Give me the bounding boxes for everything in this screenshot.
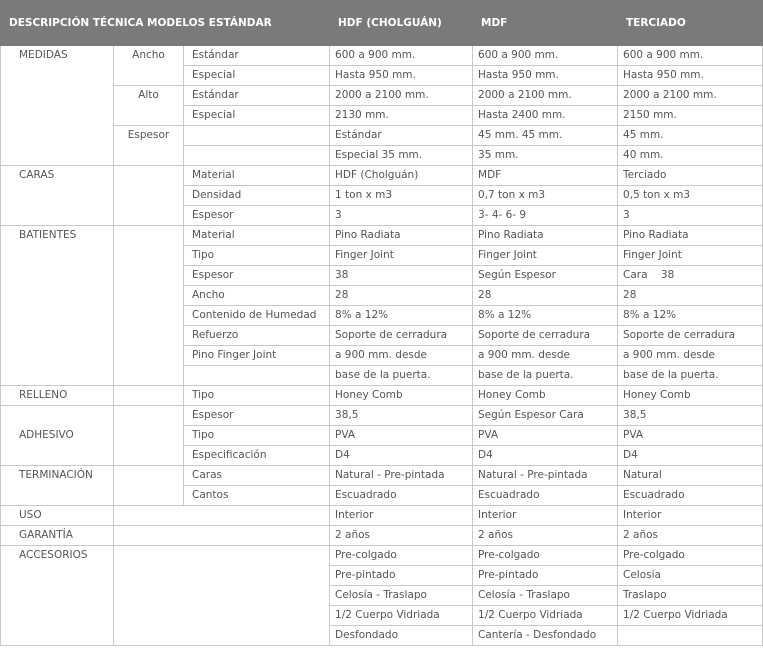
value-mdf: Cantería - Desfondado — [473, 626, 618, 646]
property-cell: Contenido de Humedad — [184, 306, 330, 326]
property-cell: Tipo — [184, 426, 330, 446]
empty-subcategory — [114, 466, 184, 506]
value-hdf: Desfondado — [330, 626, 473, 646]
value-terciado: 45 mm. — [618, 126, 763, 146]
value-terciado: 1/2 Cuerpo Vidriada — [618, 606, 763, 626]
value-terciado: Honey Comb — [618, 386, 763, 406]
header-title: DESCRIPCIÓN TÉCNICA MODELOS ESTÁNDAR — [1, 1, 330, 46]
value-terciado: 2000 a 2100 mm. — [618, 86, 763, 106]
value-mdf: Interior — [473, 506, 618, 526]
value-terciado: Cara 38 — [618, 266, 763, 286]
value-terciado: 8% a 12% — [618, 306, 763, 326]
value-hdf: base de la puerta. — [330, 366, 473, 386]
value-mdf: Según Espesor Cara — [473, 406, 618, 426]
header-col-hdf: HDF (CHOLGUÁN) — [330, 1, 473, 46]
value-terciado: D4 — [618, 446, 763, 466]
value-terciado: Escuadrado — [618, 486, 763, 506]
value-mdf: 35 mm. — [473, 146, 618, 166]
property-cell: Espesor — [184, 266, 330, 286]
table-row — [1, 546, 763, 566]
value-terciado: Natural — [618, 466, 763, 486]
value-hdf: Pre-colgado — [330, 546, 473, 566]
value-terciado: 28 — [618, 286, 763, 306]
value-mdf: Según Espesor — [473, 266, 618, 286]
property-cell: Estándar — [184, 46, 330, 66]
property-cell: Espesor — [184, 406, 330, 426]
value-terciado: Finger Joint — [618, 246, 763, 266]
empty-subcategory — [114, 406, 184, 466]
value-hdf: 28 — [330, 286, 473, 306]
empty-subcategory — [114, 386, 184, 406]
category-adhesivo: ADHESIVO — [1, 406, 114, 466]
value-hdf: D4 — [330, 446, 473, 466]
category-batientes: BATIENTES — [1, 226, 114, 386]
property-cell: Especial — [184, 66, 330, 86]
value-hdf: Honey Comb — [330, 386, 473, 406]
value-hdf: Celosía - Traslapo — [330, 586, 473, 606]
value-hdf: HDF (Cholguán) — [330, 166, 473, 186]
value-terciado: Traslapo — [618, 586, 763, 606]
empty-cell — [114, 506, 330, 526]
value-hdf: Natural - Pre-pintada — [330, 466, 473, 486]
property-cell: Densidad — [184, 186, 330, 206]
value-terciado: 40 mm. — [618, 146, 763, 166]
value-hdf: 600 a 900 mm. — [330, 46, 473, 66]
value-mdf: Natural - Pre-pintada — [473, 466, 618, 486]
property-cell: Espesor — [184, 206, 330, 226]
value-terciado: Interior — [618, 506, 763, 526]
property-cell — [184, 126, 330, 146]
header-col-terciado: TERCIADO — [618, 1, 763, 46]
value-mdf: base de la puerta. — [473, 366, 618, 386]
value-terciado: a 900 mm. desde — [618, 346, 763, 366]
property-cell: Especificación — [184, 446, 330, 466]
category-relleno: RELLENO — [1, 386, 114, 406]
property-cell: Caras — [184, 466, 330, 486]
subcategory-ancho: Ancho — [114, 46, 184, 86]
empty-cell — [114, 526, 330, 546]
value-terciado: Soporte de cerradura — [618, 326, 763, 346]
property-cell — [184, 366, 330, 386]
value-hdf: 38,5 — [330, 406, 473, 426]
value-terciado: PVA — [618, 426, 763, 446]
value-hdf: PVA — [330, 426, 473, 446]
property-cell: Especial — [184, 106, 330, 126]
property-cell — [184, 146, 330, 166]
value-terciado: 2150 mm. — [618, 106, 763, 126]
table-row — [1, 126, 763, 146]
value-hdf: Soporte de cerradura — [330, 326, 473, 346]
property-cell: Ancho — [184, 286, 330, 306]
property-cell: Cantos — [184, 486, 330, 506]
value-terciado: Terciado — [618, 166, 763, 186]
value-mdf: 45 mm. 45 mm. — [473, 126, 618, 146]
value-mdf: 28 — [473, 286, 618, 306]
value-terciado: Pino Radiata — [618, 226, 763, 246]
property-cell: Material — [184, 226, 330, 246]
table-header-row — [1, 1, 763, 46]
value-mdf: MDF — [473, 166, 618, 186]
category-garantia: GARANTÍA — [1, 526, 114, 546]
value-hdf: Estándar — [330, 126, 473, 146]
value-hdf: 2130 mm. — [330, 106, 473, 126]
value-hdf: a 900 mm. desde — [330, 346, 473, 366]
value-hdf: Pino Radiata — [330, 226, 473, 246]
value-mdf: 8% a 12% — [473, 306, 618, 326]
value-mdf: Pre-pintado — [473, 566, 618, 586]
value-mdf: PVA — [473, 426, 618, 446]
value-hdf: Especial 35 mm. — [330, 146, 473, 166]
value-hdf: Interior — [330, 506, 473, 526]
value-hdf: 1/2 Cuerpo Vidriada — [330, 606, 473, 626]
value-terciado: 2 años — [618, 526, 763, 546]
value-hdf: Pre-pintado — [330, 566, 473, 586]
value-mdf: a 900 mm. desde — [473, 346, 618, 366]
table-row — [1, 386, 763, 406]
value-mdf: Pino Radiata — [473, 226, 618, 246]
value-terciado: base de la puerta. — [618, 366, 763, 386]
table-row — [1, 506, 763, 526]
category-caras: CARAS — [1, 166, 114, 226]
value-mdf: Celosía - Traslapo — [473, 586, 618, 606]
property-cell: Tipo — [184, 246, 330, 266]
value-terciado: Pre-colgado — [618, 546, 763, 566]
category-accesorios: ACCESORIOS — [1, 546, 114, 646]
value-mdf: 3- 4- 6- 9 — [473, 206, 618, 226]
value-mdf: 2000 a 2100 mm. — [473, 86, 618, 106]
value-mdf: Soporte de cerradura — [473, 326, 618, 346]
value-terciado — [618, 626, 763, 646]
table-row — [1, 166, 763, 186]
table-row — [1, 226, 763, 246]
table-row — [1, 46, 763, 66]
value-hdf: 1 ton x m3 — [330, 186, 473, 206]
table-row — [1, 526, 763, 546]
value-terciado: Hasta 950 mm. — [618, 66, 763, 86]
subcategory-alto: Alto — [114, 86, 184, 126]
value-mdf: Pre-colgado — [473, 546, 618, 566]
value-mdf: 2 años — [473, 526, 618, 546]
value-mdf: Hasta 2400 mm. — [473, 106, 618, 126]
empty-cell — [114, 546, 330, 646]
value-hdf: Escuadrado — [330, 486, 473, 506]
value-hdf: 38 — [330, 266, 473, 286]
value-hdf: 2 años — [330, 526, 473, 546]
category-terminacion: TERMINACIÓN — [1, 466, 114, 506]
value-mdf: Honey Comb — [473, 386, 618, 406]
value-mdf: Escuadrado — [473, 486, 618, 506]
value-mdf: 1/2 Cuerpo Vidriada — [473, 606, 618, 626]
value-mdf: Hasta 950 mm. — [473, 66, 618, 86]
table-row — [1, 406, 763, 426]
value-terciado: 600 a 900 mm. — [618, 46, 763, 66]
header-col-mdf: MDF — [473, 1, 618, 46]
value-terciado: 3 — [618, 206, 763, 226]
value-mdf: Finger Joint — [473, 246, 618, 266]
value-terciado: 38,5 — [618, 406, 763, 426]
table-row — [1, 466, 763, 486]
empty-subcategory — [114, 166, 184, 226]
property-cell: Estándar — [184, 86, 330, 106]
value-hdf: Finger Joint — [330, 246, 473, 266]
category-uso: USO — [1, 506, 114, 526]
value-mdf: D4 — [473, 446, 618, 466]
property-cell: Pino Finger Joint — [184, 346, 330, 366]
property-cell: Material — [184, 166, 330, 186]
value-terciado: Celosía — [618, 566, 763, 586]
subcategory-espesor: Espesor — [114, 126, 184, 166]
value-terciado: 0,5 ton x m3 — [618, 186, 763, 206]
value-mdf: 600 a 900 mm. — [473, 46, 618, 66]
value-hdf: 2000 a 2100 mm. — [330, 86, 473, 106]
table-row — [1, 86, 763, 106]
property-cell: Refuerzo — [184, 326, 330, 346]
value-hdf: 3 — [330, 206, 473, 226]
category-medidas: MEDIDAS — [1, 46, 114, 166]
empty-subcategory — [114, 226, 184, 386]
property-cell: Tipo — [184, 386, 330, 406]
value-mdf: 0,7 ton x m3 — [473, 186, 618, 206]
value-hdf: Hasta 950 mm. — [330, 66, 473, 86]
value-hdf: 8% a 12% — [330, 306, 473, 326]
